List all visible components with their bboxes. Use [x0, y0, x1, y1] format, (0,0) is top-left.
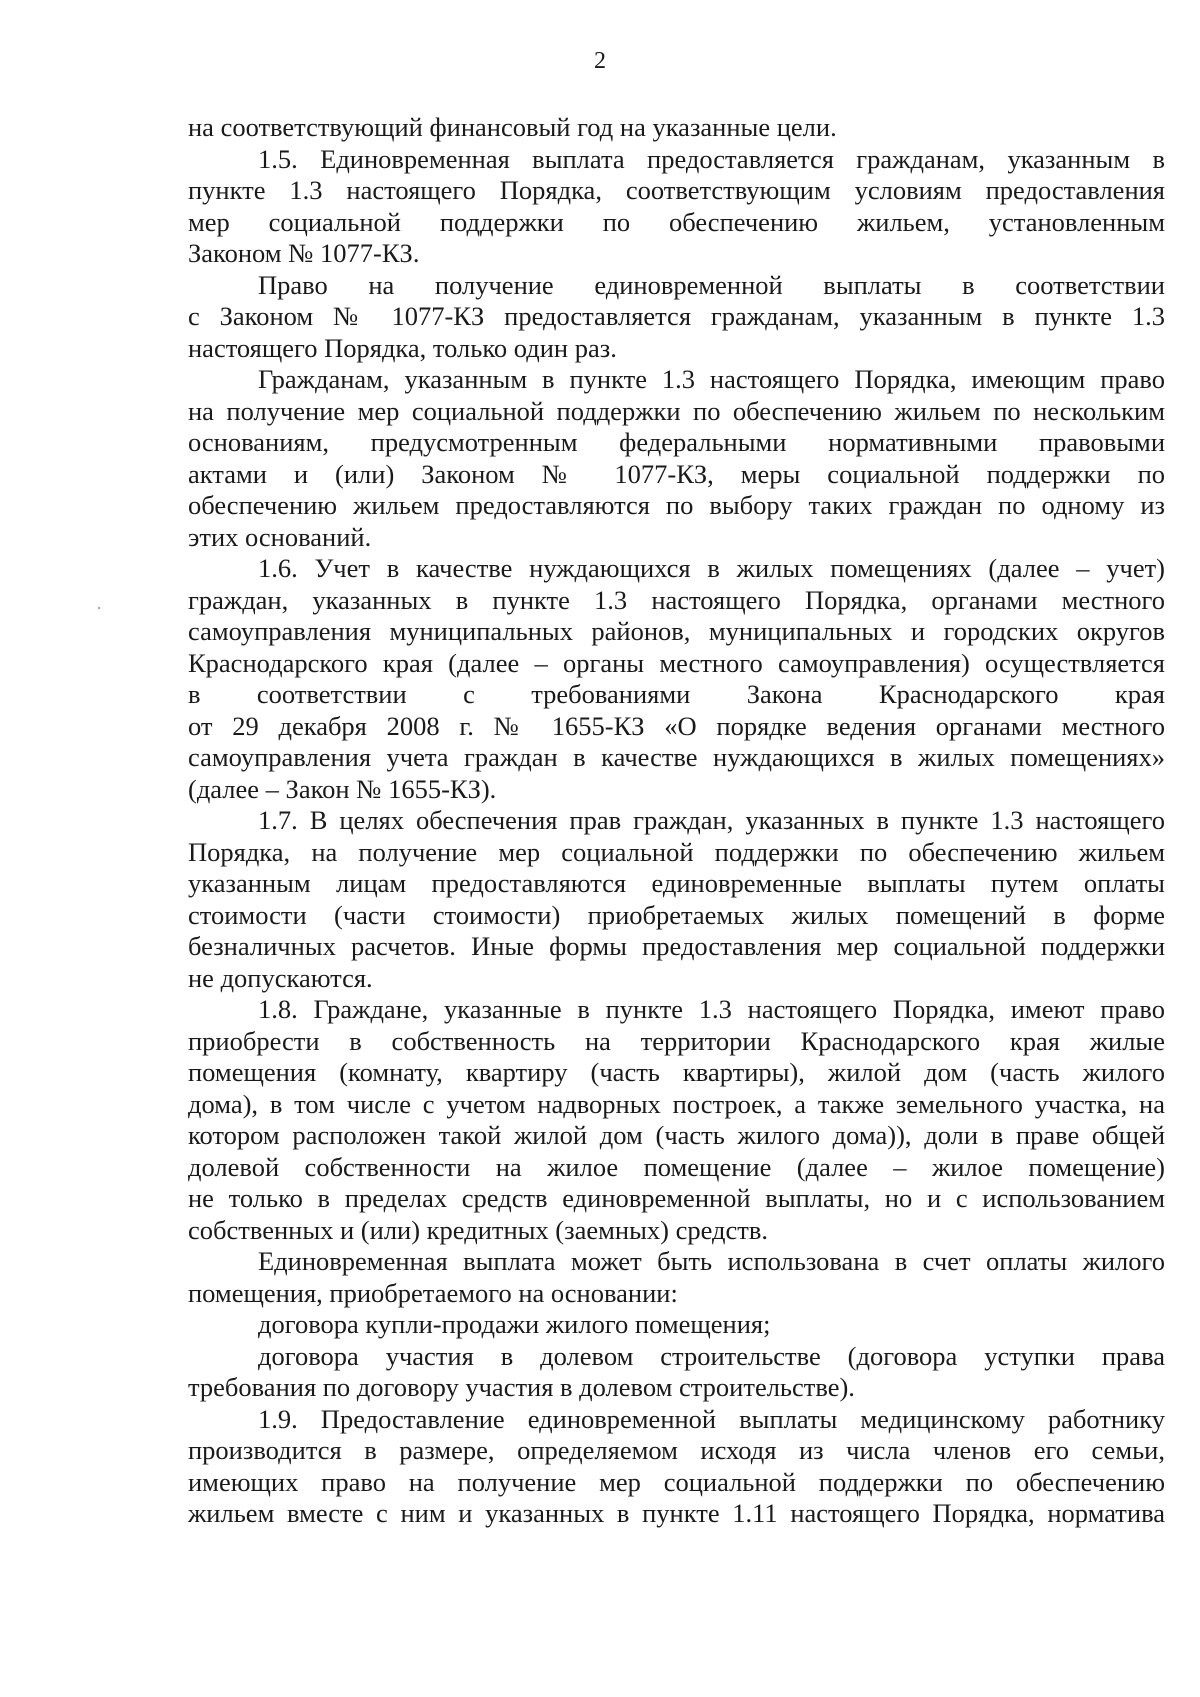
text-line: дома), в том числе с учетом надворных построек, а также земельного участка, на [188, 1088, 1165, 1119]
text-line: собственных и (или) кредитных (заемных) средств. [188, 1214, 768, 1245]
text-line: настоящего Порядка, только один раз. [188, 332, 617, 363]
text-line: Право на получение единовременной выплаты в соответствии [258, 269, 1165, 300]
text-line: не только в пределах средств единовременной выплаты, но и с использованием [188, 1183, 1165, 1213]
text-line: мер социальной поддержки по обеспечению жильем, установленным [188, 206, 1165, 237]
text-line: 1.8. Граждане, указанные в пункте 1.3 настоящего Порядка, имеют право [258, 994, 1165, 1024]
scan-speck [98, 607, 100, 609]
text-line: Законом № 1077-КЗ. [188, 238, 420, 268]
text-line: производится в размере, определяемом исходя из числа членов его семьи, [188, 1435, 1165, 1465]
text-line: 1.9. Предоставление единовременной выплаты медицинскому работнику [258, 1403, 1165, 1434]
text-line: требования по договору участия в долевом строительстве). [188, 1372, 855, 1402]
text-line: от 29 декабря 2008 г. № 1655-КЗ «О порядке ведения органами местного [188, 710, 1165, 741]
text-line: на соответствующий финансовый год на указанные цели. [188, 112, 837, 142]
text-line: Краснодарского края (далее – органы местного самоуправления) осуществляется [188, 647, 1165, 678]
text-line: 1.5. Единовременная выплата предоставляется гражданам, указанным в [258, 143, 1165, 174]
text-line: приобрести в собственность на территории Краснодарского края жилые [188, 1025, 1165, 1056]
text-line: пункте 1.3 настоящего Порядка, соответствующим условиям предоставления [188, 175, 1165, 205]
text-line: стоимости (части стоимости) приобретаемых жилых помещений в форме [188, 899, 1165, 930]
page-number: 2 [594, 48, 606, 74]
text-line: Порядка, на получение мер социальной поддержки по обеспечению жильем [188, 836, 1165, 867]
text-line: помещения, приобретаемого на основании: [188, 1277, 678, 1308]
text-line: с Законом № 1077-КЗ предоставляется гражданам, указанным в пункте 1.3 [188, 301, 1165, 331]
text-line: самоуправления муниципальных районов, муниципальных и городских округов [188, 616, 1165, 646]
text-line: самоуправления учета граждан в качестве нуждающихся в жилых помещениях» [188, 742, 1165, 772]
text-line: безналичных расчетов. Иные формы предоставления мер социальной поддержки [188, 931, 1165, 961]
text-line: основаниям, предусмотренным федеральными нормативными правовыми [188, 427, 1165, 457]
text-line: котором расположен такой жилой дом (часть жилого дома)), доли в праве общей [188, 1120, 1165, 1150]
text-line: граждан, указанных в пункте 1.3 настоящего Порядка, органами местного [188, 584, 1165, 615]
document-body-text [188, 112, 1165, 1530]
text-line: имеющих право на получение мер социальной поддержки по обеспечению [188, 1466, 1165, 1497]
text-line: Гражданам, указанным в пункте 1.3 настоящего Порядка, имеющим право [258, 364, 1165, 394]
text-line: актами и (или) Законом № 1077-КЗ, меры социальной поддержки по [188, 458, 1165, 489]
text-line: 1.7. В целях обеспечения прав граждан, указанных в пункте 1.3 настоящего [258, 805, 1165, 835]
text-line: Единовременная выплата может быть использована в счет оплаты жилого [258, 1246, 1165, 1276]
text-line: этих оснований. [188, 521, 372, 552]
text-line: договора купли-продажи жилого помещения; [258, 1309, 771, 1339]
text-line: 1.6. Учет в качестве нуждающихся в жилых помещениях (далее – учет) [258, 553, 1165, 583]
text-line: на получение мер социальной поддержки по обеспечению жильем по нескольким [188, 395, 1165, 426]
text-line: жильем вместе с ним и указанных в пункте 1.11 настоящего Порядка, норматива [188, 1498, 1165, 1528]
text-line: не допускаются. [188, 962, 373, 993]
text-line: помещения (комнату, квартиру (часть квартиры), жилой дом (часть жилого [188, 1057, 1165, 1087]
text-line: долевой собственности на жилое помещение (далее – жилое помещение) [188, 1151, 1165, 1182]
text-line: в соответствии с требованиями Закона Краснодарского края [188, 679, 1165, 709]
text-line: (далее – Закон № 1655-КЗ). [188, 773, 497, 804]
text-line: указанным лицам предоставляются единовременные выплаты путем оплаты [188, 868, 1165, 898]
text-line: договора участия в долевом строительстве (договора уступки права [258, 1340, 1165, 1371]
text-line: обеспечению жильем предоставляются по выбору таких граждан по одному из [188, 490, 1165, 520]
